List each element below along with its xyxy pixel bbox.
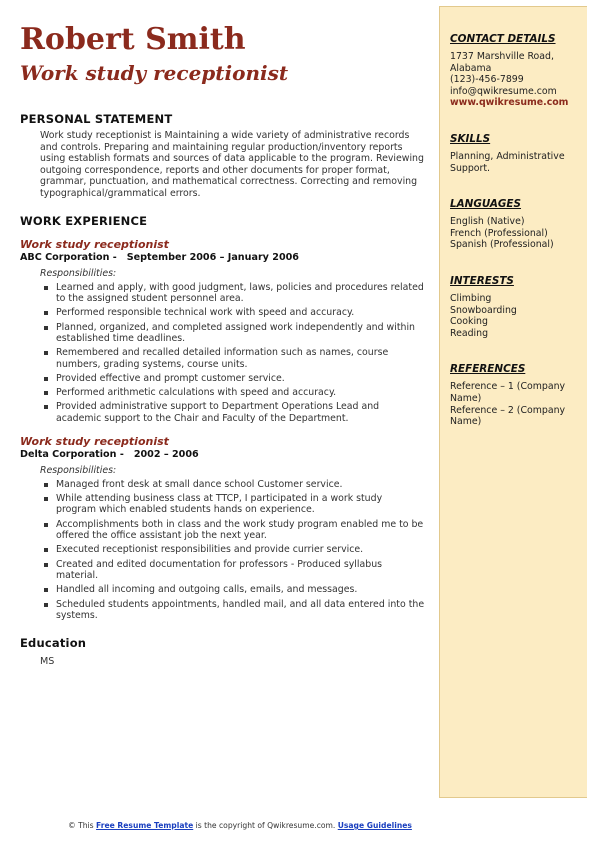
footer-prefix: © This [68, 821, 97, 830]
list-item: Accomplishments both in class and the work study program enabled me to be offered the office assistant job the next year. [40, 519, 425, 542]
interest-item: Snowboarding [450, 304, 517, 316]
footer-middle: is the copyright of Qwikresume.com. [193, 821, 338, 830]
references-section [450, 363, 579, 427]
interest-item: Reading [450, 327, 489, 339]
responsibilities-label: Responsibilities: [40, 267, 117, 279]
job-company: ABC Corporation - [20, 251, 117, 263]
references-heading: REFERENCES [450, 363, 526, 376]
job-title: Work study receptionist [20, 434, 169, 448]
list-item: Managed front desk at small dance school Customer service. [40, 479, 425, 491]
reference-line: Reference – 2 (Company [450, 404, 566, 416]
list-item: Provided effective and prompt customer service. [40, 373, 425, 385]
languages-section [450, 198, 579, 251]
interests-section [450, 275, 579, 339]
list-item: While attending business class at TTCP, I participated in a work study program which enabled students hands on experience. [40, 493, 425, 516]
skills-section [450, 133, 579, 174]
interest-item: Cooking [450, 316, 488, 328]
free-resume-template-link[interactable]: Free Resume Template [96, 821, 194, 830]
contact-section [450, 33, 579, 109]
job-dates: 2002 – 2006 [133, 448, 199, 460]
website-link[interactable]: www.qwikresume.com [450, 97, 569, 109]
address-line-2: Alabama [450, 62, 492, 74]
list-item: Remembered and recalled detailed information such as names, course numbers, grading systems, course units. [40, 347, 425, 370]
job-company-dates [20, 252, 425, 264]
interest-item: Climbing [450, 292, 492, 304]
main-column [20, 22, 425, 667]
personal-statement-heading: PERSONAL STATEMENT [20, 112, 173, 126]
list-item: Performed responsible technical work with speed and accuracy. [40, 307, 425, 319]
list-item: Handled all incoming and outgoing calls, emails, and messages. [40, 584, 425, 596]
list-item: Provided administrative support to Department Operations Lead and academic support to the Chair and Faculty of the Department. [40, 401, 425, 424]
job-company: Delta Corporation - [20, 448, 124, 460]
skills-line: Support. [450, 162, 491, 174]
languages-heading: LANGUAGES [450, 198, 522, 211]
reference-line: Name) [450, 416, 482, 428]
list-item: Planned, organized, and completed assigned work independently and within established time deadlines. [40, 322, 425, 345]
education-degree: MS [40, 655, 55, 667]
list-item: Scheduled students appointments, handled mail, and all data entered into the systems. [40, 599, 425, 622]
education-heading: Education [20, 635, 87, 650]
candidate-name: Robert Smith [20, 22, 246, 57]
work-experience-heading: WORK EXPERIENCE [20, 213, 148, 228]
list-item: Learned and apply, with good judgment, laws, policies and procedures related to the assigned student personnel area. [40, 282, 425, 305]
candidate-title: Work study receptionist [20, 61, 289, 85]
language-item: Spanish (Professional) [450, 239, 554, 251]
sidebar [439, 6, 587, 798]
list-item: Created and edited documentation for professors - Produced syllabus material. [40, 559, 425, 582]
address-line-1: 1737 Marshville Road, [450, 51, 554, 62]
reference-line: Name) [450, 392, 482, 404]
interests-heading: INTERESTS [450, 274, 514, 287]
responsibilities-list [40, 479, 425, 622]
job-dates: September 2006 – January 2006 [126, 251, 299, 263]
list-item: Executed receptionist responsibilities and provide currier service. [40, 544, 425, 556]
skills-line: Planning, Administrative [450, 150, 565, 162]
language-item: English (Native) [450, 216, 525, 228]
phone: (123)-456-7899 [450, 74, 524, 86]
language-item: French (Professional) [450, 227, 548, 239]
footer [0, 821, 480, 830]
personal-statement-text: Work study receptionist is Maintaining a wide variety of administrative records and controls. Preparing and maintaining regular production/inventory reports using establish formats and sources of data applicable to the program. Reviewing outgoing correspondence, reports and other documents for proper format, grammar, punctuation, and mathematical correctness. Correcting and removing typographical/grammatical errors. [40, 130, 424, 199]
list-item: Performed arithmetic calculations with speed and accuracy. [40, 387, 425, 399]
contact-heading: CONTACT DETAILS [450, 33, 556, 45]
reference-line: Reference – 1 (Company [450, 381, 566, 393]
usage-guidelines-link[interactable]: Usage Guidelines [337, 821, 412, 830]
responsibilities-list [40, 282, 425, 425]
job-entry-1 [20, 238, 425, 425]
job-title: Work study receptionist [20, 237, 169, 251]
job-entry-2 [20, 435, 425, 622]
responsibilities-label: Responsibilities: [40, 464, 117, 476]
skills-heading: SKILLS [450, 132, 491, 145]
job-company-dates [20, 449, 425, 461]
email[interactable]: info@qwikresume.com [450, 85, 557, 97]
